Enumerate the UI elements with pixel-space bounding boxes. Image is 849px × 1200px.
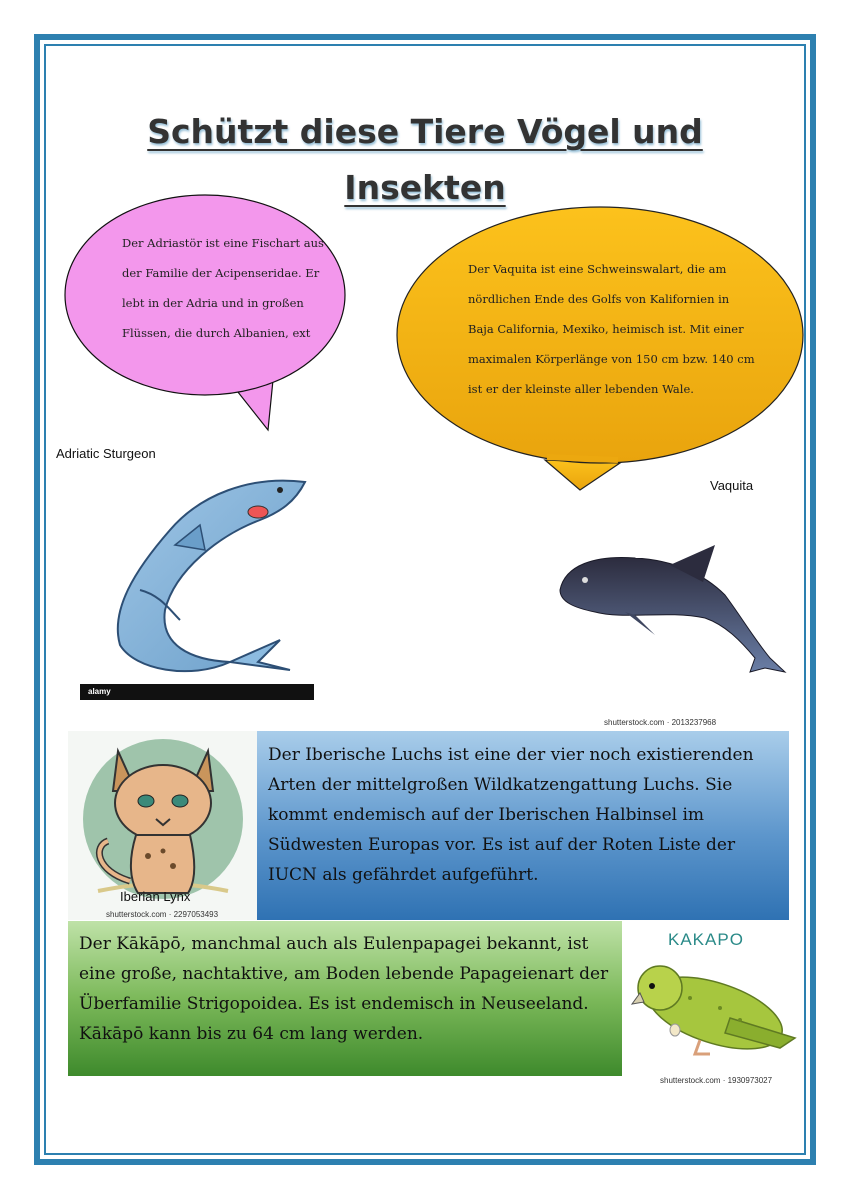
lynx-image bbox=[68, 731, 257, 911]
vaquita-bubble-text: Der Vaquita ist eine Schweinswalart, die am nördlichen Ende des Golfs von Kalifornien in Baja California, Mexiko, heimisch ist. Mit einer maximalen Körperlänge von 150 cm bzw. 140 cm ist er der kleinste aller lebenden Wale. bbox=[468, 262, 755, 396]
lynx-image-frame bbox=[68, 731, 257, 920]
kakapo-image bbox=[630, 958, 800, 1058]
lynx-text-panel bbox=[257, 731, 789, 920]
lynx-credit: shutterstock.com · 2297053493 bbox=[106, 910, 219, 919]
vaquita-credit: shutterstock.com · 2013237968 bbox=[604, 718, 717, 727]
alamy-watermark-bar bbox=[80, 684, 314, 700]
kakapo-text-panel bbox=[68, 921, 622, 1076]
alamy-credit: alamy bbox=[88, 687, 111, 696]
vaquita-label: Vaquita bbox=[710, 478, 754, 493]
kakapo-text: Der Kākāpō, manchmal auch als Eulenpapagei bekannt, ist eine große, nachtaktive, am Boden lebende Papageienart der Überfamilie Strigopoidea. Es ist endemisch in Neuseeland. Kākāpō kann bis zu 64 cm lang werden. bbox=[79, 934, 609, 1044]
lynx-label: Iberian Lynx bbox=[120, 889, 191, 904]
kakapo-credit: shutterstock.com · 1930973027 bbox=[660, 1076, 773, 1085]
page-title: Schützt diese Tiere Vögel und Insekten bbox=[147, 112, 703, 207]
sturgeon-bubble-text: Der Adriastör ist eine Fischart aus der Familie der Acipenseridae. Er lebt in der Adria und in großen Flüssen, die durch Albanien, ext bbox=[122, 236, 324, 340]
vaquita-image bbox=[555, 540, 790, 685]
sturgeon-label: Adriatic Sturgeon bbox=[56, 446, 156, 461]
lynx-text: Der Iberische Luchs ist eine der vier noch existierenden Arten der mittelgroßen Wildkatzengattung Luchs. Sie kommt endemisch auf der Iberischen Halbinsel im Südwesten Europas vor. Es ist auf der Roten Liste der IUCN als gefährdet aufgeführt. bbox=[268, 745, 754, 885]
kakapo-label: KAKAPO bbox=[668, 930, 744, 949]
sturgeon-image bbox=[80, 470, 320, 685]
